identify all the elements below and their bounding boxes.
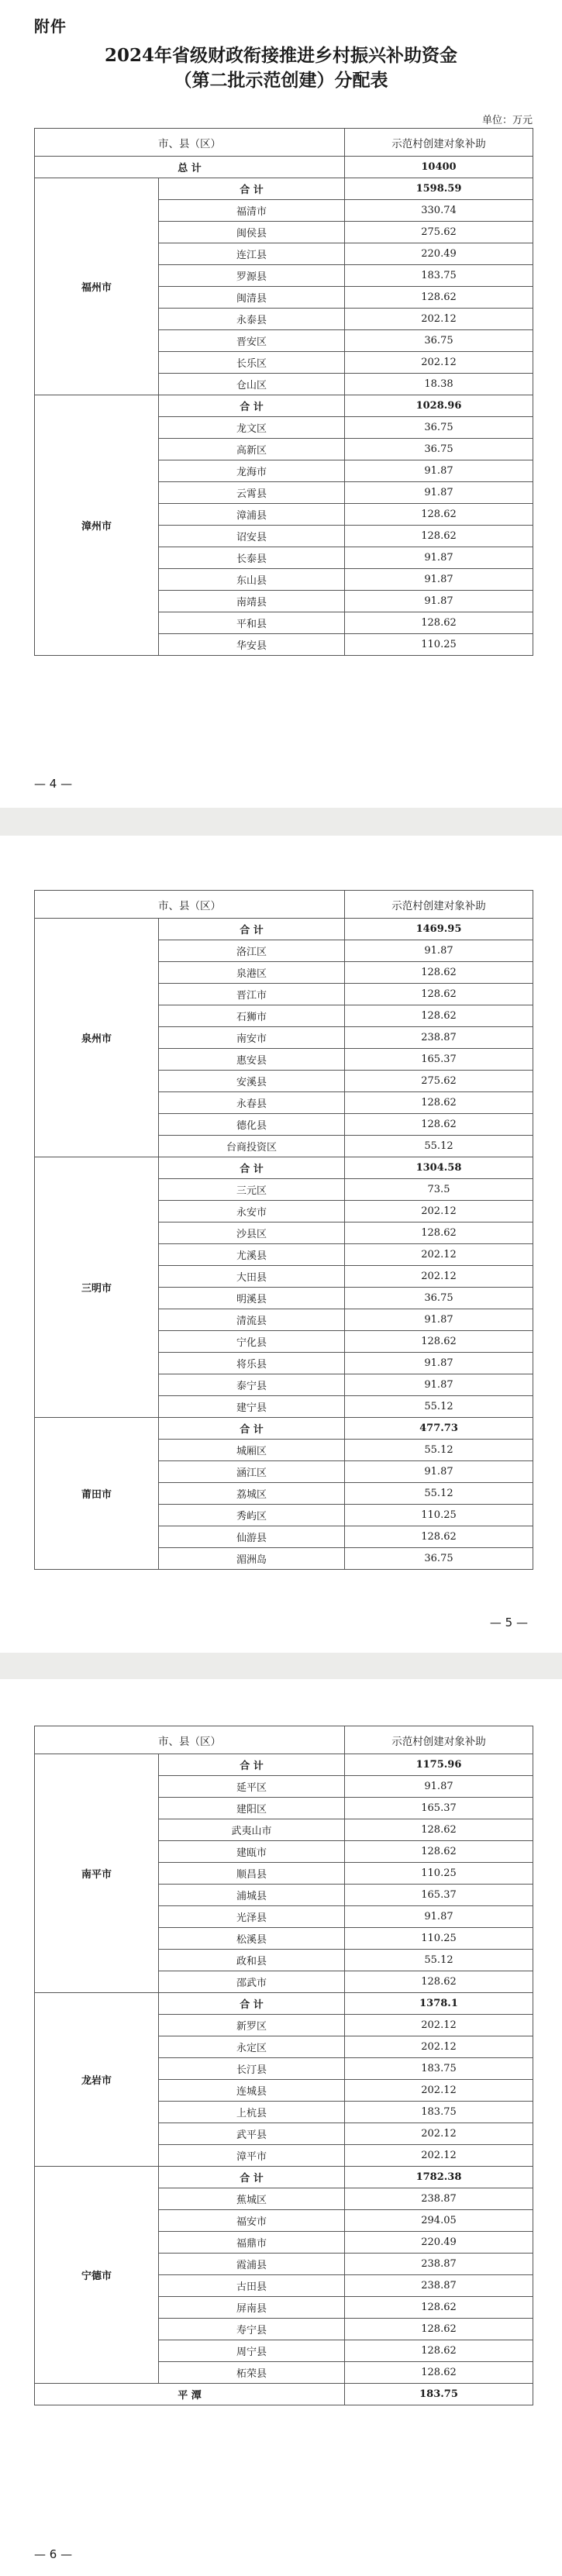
subtotal-label: 合 计 (159, 1157, 345, 1179)
county-value: 55.12 (345, 1136, 533, 1157)
page-3 (0, 1679, 562, 2576)
county-name: 三元区 (159, 1179, 345, 1201)
county-value: 128.62 (345, 984, 533, 1005)
city-name: 宁德市 (35, 2167, 159, 2384)
county-value: 110.25 (345, 634, 533, 656)
county-name: 古田县 (159, 2275, 345, 2297)
county-value: 36.75 (345, 1288, 533, 1309)
county-value: 202.12 (345, 2036, 533, 2058)
county-name: 永安市 (159, 1201, 345, 1222)
county-value: 91.87 (345, 1309, 533, 1331)
county-value: 165.37 (345, 1885, 533, 1906)
county-name: 秀屿区 (159, 1505, 345, 1526)
city-name: 福州市 (35, 178, 159, 395)
county-name: 沙县区 (159, 1222, 345, 1244)
subtotal-label: 合 计 (159, 395, 345, 417)
header-amount: 示范村创建对象补助 (345, 1726, 533, 1754)
subtotal-row (35, 2167, 533, 2188)
county-value: 238.87 (345, 2254, 533, 2275)
county-name: 清流县 (159, 1309, 345, 1331)
county-value: 128.62 (345, 1819, 533, 1841)
county-value: 36.75 (345, 1548, 533, 1570)
county-value: 238.87 (345, 2275, 533, 2297)
county-name: 城厢区 (159, 1440, 345, 1461)
county-value: 202.12 (345, 2015, 533, 2036)
county-value: 128.62 (345, 1971, 533, 1993)
county-value: 238.87 (345, 2188, 533, 2210)
allocation-table-page-1 (34, 128, 533, 656)
county-name: 南靖县 (159, 591, 345, 612)
county-name: 南安市 (159, 1027, 345, 1049)
county-name: 涵江区 (159, 1461, 345, 1483)
county-value: 55.12 (345, 1440, 533, 1461)
county-name: 漳平市 (159, 2145, 345, 2167)
county-value: 110.25 (345, 1928, 533, 1950)
county-name: 明溪县 (159, 1288, 345, 1309)
county-value: 202.12 (345, 2080, 533, 2102)
county-value: 91.87 (345, 591, 533, 612)
subtotal-row (35, 1993, 533, 2015)
county-name: 罗源县 (159, 265, 345, 287)
county-name: 松溪县 (159, 1928, 345, 1950)
county-value: 202.12 (345, 1244, 533, 1266)
county-value: 36.75 (345, 417, 533, 439)
table-header-row (35, 1726, 533, 1754)
subtotal-row (35, 919, 533, 940)
county-name: 大田县 (159, 1266, 345, 1288)
county-value: 55.12 (345, 1950, 533, 1971)
county-value: 91.87 (345, 569, 533, 591)
subtotal-value: 1175.96 (345, 1754, 533, 1776)
county-value: 55.12 (345, 1483, 533, 1505)
subtotal-value: 1028.96 (345, 395, 533, 417)
subtotal-value: 1469.95 (345, 919, 533, 940)
county-value: 202.12 (345, 1266, 533, 1288)
subtotal-value: 477.73 (345, 1418, 533, 1440)
county-value: 91.87 (345, 1461, 533, 1483)
county-name: 洛江区 (159, 940, 345, 962)
subtotal-row (35, 1157, 533, 1179)
county-name: 长泰县 (159, 547, 345, 569)
county-name: 连江县 (159, 243, 345, 265)
county-name: 柘荣县 (159, 2362, 345, 2384)
county-name: 周宁县 (159, 2340, 345, 2362)
subtotal-label: 合 计 (159, 919, 345, 940)
county-value: 110.25 (345, 1863, 533, 1885)
county-name: 武夷山市 (159, 1819, 345, 1841)
county-name: 闽侯县 (159, 222, 345, 243)
county-name: 永定区 (159, 2036, 345, 2058)
county-name: 漳浦县 (159, 504, 345, 526)
county-value: 91.87 (345, 1374, 533, 1396)
county-value: 275.62 (345, 1071, 533, 1092)
county-name: 东山县 (159, 569, 345, 591)
county-name: 连城县 (159, 2080, 345, 2102)
county-name: 光泽县 (159, 1906, 345, 1928)
page-number: — 4 — (34, 777, 73, 791)
county-value: 128.62 (345, 1526, 533, 1548)
county-value: 202.12 (345, 309, 533, 330)
subtotal-label: 合 计 (159, 1754, 345, 1776)
county-value: 91.87 (345, 1776, 533, 1798)
county-value: 202.12 (345, 2145, 533, 2167)
county-name: 长乐区 (159, 352, 345, 374)
county-name: 华安县 (159, 634, 345, 656)
county-name: 新罗区 (159, 2015, 345, 2036)
county-name: 晋安区 (159, 330, 345, 352)
county-name: 建阳区 (159, 1798, 345, 1819)
page-number: — 5 — (489, 1616, 528, 1629)
county-name: 长汀县 (159, 2058, 345, 2080)
grand-total-row (35, 157, 533, 178)
pingtan-value: 183.75 (345, 2384, 533, 2405)
county-value: 128.62 (345, 504, 533, 526)
county-name: 龙海市 (159, 460, 345, 482)
county-value: 238.87 (345, 1027, 533, 1049)
county-value: 220.49 (345, 243, 533, 265)
grand-total-label: 总 计 (35, 157, 345, 178)
county-value: 128.62 (345, 526, 533, 547)
county-name: 屏南县 (159, 2297, 345, 2319)
county-name: 高新区 (159, 439, 345, 460)
county-value: 202.12 (345, 352, 533, 374)
county-name: 建瓯市 (159, 1841, 345, 1863)
subtotal-row (35, 178, 533, 200)
county-name: 晋江市 (159, 984, 345, 1005)
document-title-line-2: （第二批示范创建）分配表 (174, 70, 388, 91)
county-name: 政和县 (159, 1950, 345, 1971)
header-region: 市、县（区） (35, 1726, 345, 1754)
county-name: 浦城县 (159, 1885, 345, 1906)
county-value: 128.62 (345, 1222, 533, 1244)
county-value: 91.87 (345, 482, 533, 504)
county-value: 202.12 (345, 1201, 533, 1222)
county-name: 宁化县 (159, 1331, 345, 1353)
subtotal-label: 合 计 (159, 2167, 345, 2188)
county-name: 湄洲岛 (159, 1548, 345, 1570)
county-value: 91.87 (345, 940, 533, 962)
table-header-row (35, 129, 533, 157)
county-name: 上杭县 (159, 2102, 345, 2123)
subtotal-label: 合 计 (159, 1993, 345, 2015)
county-name: 永春县 (159, 1092, 345, 1114)
county-name: 顺昌县 (159, 1863, 345, 1885)
county-value: 165.37 (345, 1049, 533, 1071)
county-value: 91.87 (345, 460, 533, 482)
city-name: 三明市 (35, 1157, 159, 1418)
county-name: 诏安县 (159, 526, 345, 547)
city-name: 龙岩市 (35, 1993, 159, 2167)
county-name: 邵武市 (159, 1971, 345, 1993)
header-region: 市、县（区） (35, 891, 345, 919)
header-region: 市、县（区） (35, 129, 345, 157)
county-value: 128.62 (345, 2319, 533, 2340)
county-value: 91.87 (345, 1906, 533, 1928)
county-name: 平和县 (159, 612, 345, 634)
allocation-table-page-3 (34, 1726, 533, 2405)
county-name: 仓山区 (159, 374, 345, 395)
pingtan-row (35, 2384, 533, 2405)
subtotal-row (35, 1754, 533, 1776)
county-value: 128.62 (345, 1005, 533, 1027)
county-name: 福鼎市 (159, 2232, 345, 2254)
allocation-table-page-2 (34, 890, 533, 1570)
county-value: 165.37 (345, 1798, 533, 1819)
header-amount: 示范村创建对象补助 (345, 891, 533, 919)
document-title-line-1: 2024年省级财政衔接推进乡村振兴补助资金 (104, 45, 457, 66)
county-name: 荔城区 (159, 1483, 345, 1505)
subtotal-label: 合 计 (159, 1418, 345, 1440)
county-value: 91.87 (345, 1353, 533, 1374)
county-name: 石狮市 (159, 1005, 345, 1027)
county-name: 泉港区 (159, 962, 345, 984)
county-value: 330.74 (345, 200, 533, 222)
county-name: 龙文区 (159, 417, 345, 439)
city-name: 漳州市 (35, 395, 159, 656)
city-name: 泉州市 (35, 919, 159, 1157)
subtotal-row (35, 1418, 533, 1440)
subtotal-value: 1598.59 (345, 178, 533, 200)
county-name: 惠安县 (159, 1049, 345, 1071)
subtotal-value: 1378.1 (345, 1993, 533, 2015)
county-value: 128.62 (345, 2297, 533, 2319)
county-name: 德化县 (159, 1114, 345, 1136)
county-value: 55.12 (345, 1396, 533, 1418)
county-name: 将乐县 (159, 1353, 345, 1374)
county-value: 128.62 (345, 2362, 533, 2384)
county-name: 云霄县 (159, 482, 345, 504)
county-name: 福安市 (159, 2210, 345, 2232)
table-header-row (35, 891, 533, 919)
county-name: 尤溪县 (159, 1244, 345, 1266)
county-value: 220.49 (345, 2232, 533, 2254)
subtotal-row (35, 395, 533, 417)
city-name: 莆田市 (35, 1418, 159, 1570)
county-value: 91.87 (345, 547, 533, 569)
county-value: 202.12 (345, 2123, 533, 2145)
subtotal-label: 合 计 (159, 178, 345, 200)
county-value: 128.62 (345, 2340, 533, 2362)
county-value: 128.62 (345, 1841, 533, 1863)
annex-label: 附件 (34, 17, 67, 36)
county-name: 仙游县 (159, 1526, 345, 1548)
county-value: 128.62 (345, 287, 533, 309)
county-value: 128.62 (345, 1092, 533, 1114)
header-amount: 示范村创建对象补助 (345, 129, 533, 157)
county-value: 128.62 (345, 1114, 533, 1136)
county-value: 128.62 (345, 1331, 533, 1353)
county-name: 建宁县 (159, 1396, 345, 1418)
county-name: 台商投资区 (159, 1136, 345, 1157)
county-name: 武平县 (159, 2123, 345, 2145)
page-2 (0, 836, 562, 1653)
county-name: 永泰县 (159, 309, 345, 330)
county-value: 128.62 (345, 962, 533, 984)
county-value: 128.62 (345, 612, 533, 634)
county-value: 294.05 (345, 2210, 533, 2232)
county-name: 蕉城区 (159, 2188, 345, 2210)
page-1 (0, 0, 562, 808)
grand-total-value: 10400 (345, 157, 533, 178)
county-name: 安溪县 (159, 1071, 345, 1092)
county-value: 73.5 (345, 1179, 533, 1201)
page-number: — 6 — (34, 2547, 73, 2561)
county-name: 泰宁县 (159, 1374, 345, 1396)
county-value: 36.75 (345, 330, 533, 352)
county-value: 275.62 (345, 222, 533, 243)
county-value: 18.38 (345, 374, 533, 395)
county-name: 延平区 (159, 1776, 345, 1798)
city-name: 南平市 (35, 1754, 159, 1993)
county-name: 福清市 (159, 200, 345, 222)
county-name: 寿宁县 (159, 2319, 345, 2340)
county-name: 闽清县 (159, 287, 345, 309)
county-value: 183.75 (345, 265, 533, 287)
county-value: 36.75 (345, 439, 533, 460)
county-value: 183.75 (345, 2058, 533, 2080)
subtotal-value: 1304.58 (345, 1157, 533, 1179)
county-value: 110.25 (345, 1505, 533, 1526)
unit-label: 单位：万元 (481, 115, 533, 126)
county-name: 霞浦县 (159, 2254, 345, 2275)
subtotal-value: 1782.38 (345, 2167, 533, 2188)
pingtan-label: 平 潭 (35, 2384, 345, 2405)
county-value: 183.75 (345, 2102, 533, 2123)
